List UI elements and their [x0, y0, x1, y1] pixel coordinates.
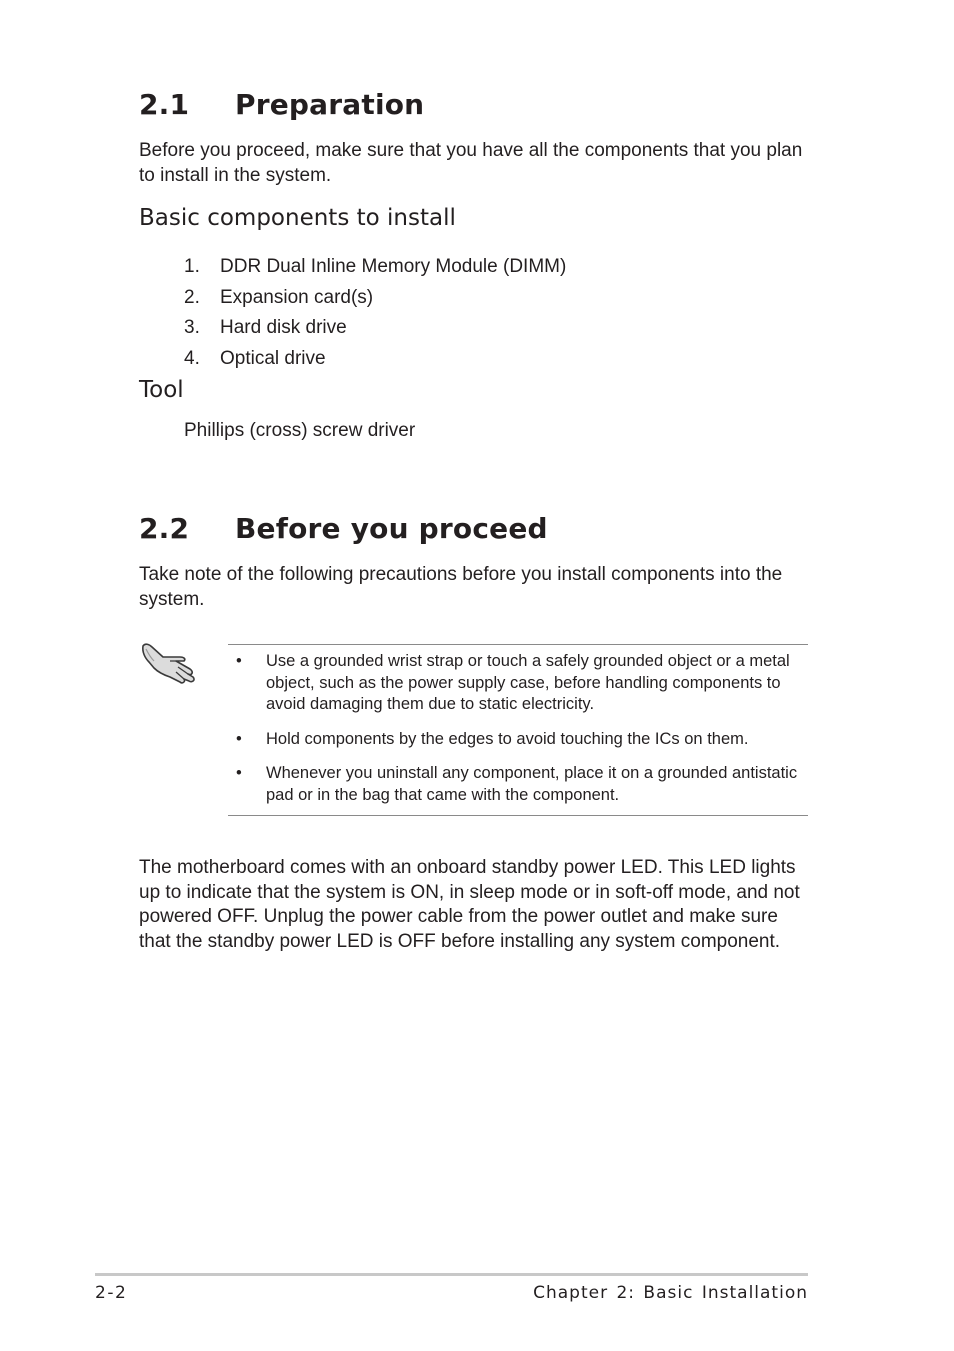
page-number: 2-2 — [95, 1283, 128, 1303]
footer-rule — [95, 1273, 808, 1276]
list-item: • Use a grounded wrist strap or touch a safely grounded object or a metal object, such as the power supply case, before handling components to avoid damaging them due to static electricity. — [236, 652, 790, 713]
list-item: 3. Hard disk drive — [184, 317, 347, 338]
section-heading-before-you-proceed — [139, 512, 548, 545]
list-item: • Whenever you uninstall any component, place it on a grounded antistatic pad or in the bag that came with the component. — [236, 764, 798, 804]
list-item: 2. Expansion card(s) — [184, 286, 374, 308]
section-number: 2.2 — [139, 512, 190, 545]
basic-components-heading: Basic components to install — [139, 205, 456, 231]
section-heading-preparation — [139, 88, 424, 121]
list-item: 1. DDR Dual Inline Memory Module (DIMM) — [184, 256, 567, 277]
precautions-list — [228, 651, 808, 819]
tool-heading: Tool — [139, 377, 184, 403]
section-title: Before you proceed — [235, 512, 548, 545]
section-title: Preparation — [235, 88, 425, 121]
standby-led-paragraph: The motherboard comes with an onboard standby power LED. This LED lights up to indicate that the system is ON, in sleep mode or in soft-off mode, and not powered OFF. Unplug the power cable from the power outlet and make sure that the standby power LED is OFF before installing any system component. — [139, 857, 800, 952]
section-number: 2.1 — [139, 88, 190, 121]
tool-text: Phillips (cross) screw driver — [184, 420, 416, 441]
hand-pointing-icon — [140, 639, 198, 685]
components-list — [184, 255, 566, 377]
preparation-intro: Before you proceed, make sure that you have all the components that you plan to install in the system. — [139, 140, 803, 186]
note-bottom-rule — [228, 815, 808, 816]
note-top-rule — [228, 644, 808, 645]
chapter-title: Chapter 2: Basic Installation — [533, 1283, 808, 1303]
list-item: • Hold components by the edges to avoid touching the ICs on them. — [236, 729, 749, 748]
list-item: 4. Optical drive — [184, 347, 326, 369]
before-proceed-intro: Take note of the following precautions before you install components into the system. — [139, 564, 783, 610]
